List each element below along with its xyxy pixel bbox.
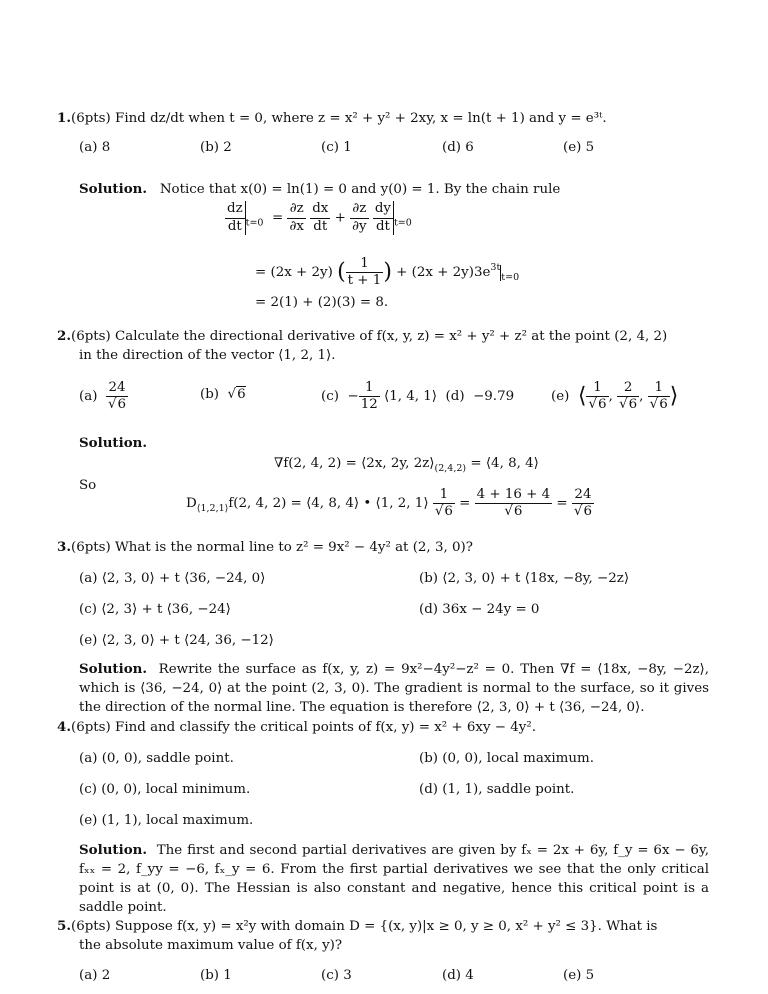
- q3-choice-e: (e) ⟨2, 3, 0⟩ + t ⟨24, 36, −12⟩: [79, 633, 274, 648]
- q5-choice-e: (e) 5: [563, 968, 595, 983]
- q3-solution: [79, 660, 709, 717]
- q1-solution-label: Solution.: [79, 181, 148, 197]
- q1-choice-e: (e) 5: [563, 140, 595, 155]
- q2-solution-label: Solution.: [79, 435, 148, 451]
- q2-points: (6pts): [70, 329, 111, 344]
- q1-choice-a: (a) 8: [79, 140, 111, 155]
- q1-points: (6pts): [70, 111, 111, 126]
- q1-number: 1.: [57, 110, 71, 126]
- q4-solution-text: The first and second partial derivatives are given by fₓ = 2x + 6y, f_y = 6x − 6y, fₓₓ = 2, f_yy = −6, fₓ_y = 6. From the first partial derivatives we see that the only critical point is at (0, 0). The Hessian is also constant and negative, hence this critical point is a saddle point.: [79, 843, 709, 915]
- q3-solution-text: Rewrite the surface as f(x, y, z) = 9x²−4y²−z² = 0. Then ∇f = ⟨18x, −8y, −2z⟩, which is ⟨36, −24, 0⟩ at the point (2, 3, 0). The gradient is normal to the surface, so it gives the direction of the normal line. The equation is therefore ⟨2, 3, 0⟩ + t ⟨36, −24, 0⟩.: [79, 662, 709, 715]
- q4-choice-b: (b) (0, 0), local maximum.: [419, 751, 594, 766]
- q1-solution-text: Notice that x(0) = ln(1) = 0 and y(0) = 1. By the chain rule: [159, 182, 561, 197]
- q1-eq-line3: = 2(1) + (2)(3) = 8.: [255, 295, 389, 310]
- q2-so: So: [79, 478, 97, 493]
- q2-choice-c: (c) − $\frac{1}{12}$ ⟨1, 4, 1⟩ (d) −9.79: [321, 380, 515, 413]
- q3-points: (6pts): [70, 540, 111, 555]
- q1-chain-rule-eq: $\frac{dz}{dt}$ $_{t=0}$ = $\frac{\partial z}{\partial x}$ $\frac{dx}{dt}$ + $\frac{\partial z}{\partial y}$ $\frac{dy}{dt}$ $_{t=0}$: [227, 201, 412, 234]
- q5-prompt-line2: the absolute maximum value of f(x, y)?: [79, 938, 343, 953]
- q2-choice-b: (b) √6: [200, 387, 246, 402]
- q1-choice-c: (c) 1: [321, 140, 352, 155]
- q3-choice-c: (c) ⟨2, 3⟩ + t ⟨36, −24⟩: [79, 602, 231, 617]
- q5-prompt-line1: Suppose f(x, y) = x²y with domain D = {(x, y)|x ≥ 0, y ≥ 0, x² + y² ≤ 3}. What is: [115, 919, 658, 934]
- q4-choice-a: (a) (0, 0), saddle point.: [79, 751, 234, 766]
- q3-choice-a: (a) ⟨2, 3, 0⟩ + t ⟨36, −24, 0⟩: [79, 571, 266, 586]
- q5-choice-c: (c) 3: [321, 968, 352, 983]
- q4-prompt: Find and classify the critical points of f(x, y) = x² + 6xy − 4y².: [115, 720, 536, 735]
- q3-choice-b: (b) ⟨2, 3, 0⟩ + t ⟨18x, −8y, −2z⟩: [419, 571, 630, 586]
- q3-prompt: What is the normal line to z² = 9x² − 4y² at (2, 3, 0)?: [115, 540, 473, 555]
- q3-solution-label: Solution.: [79, 661, 148, 677]
- q3-choice-d: (d) 36x − 24y = 0: [419, 602, 540, 617]
- q5-choice-b: (b) 1: [200, 968, 232, 983]
- q2-prompt-line2: in the direction of the vector ⟨1, 2, 1⟩.: [79, 348, 336, 363]
- q2-choice-a: (a) $\frac{24}{√6}$: [79, 380, 127, 413]
- q1-stem: [57, 112, 607, 125]
- q1-choice-b: (b) 2: [200, 140, 232, 155]
- q5-stem: [57, 920, 657, 933]
- q3-stem: [57, 541, 473, 554]
- q2-prompt-line1: Calculate the directional derivative of f(x, y, z) = x² + y² + z² at the point (2, 4, 2): [115, 329, 668, 344]
- q2-choice-e: (e) ⟨ $\frac{1}{√6}$ , $\frac{2}{√6}$ , $\frac{1}{√6}$ ⟩: [551, 380, 679, 413]
- q4-solution-label: Solution.: [79, 842, 148, 858]
- q2-number: 2.: [57, 328, 71, 344]
- q1-eq-line2: = (2x + 2y) ( $\frac{1}{t + 1}$ ) + $(2x + 2y)3e^{3t}_{t=0}$: [255, 256, 520, 289]
- q4-choice-e: (e) (1, 1), local maximum.: [79, 813, 254, 828]
- q1-prompt: Find dz/dt when t = 0, where z = x² + y² + 2xy, x = ln(t + 1) and y = e³ᵗ.: [115, 111, 607, 126]
- q2-directional-eq: $D_{⟨1,2,1⟩}f(2$, 4, 2) = ⟨4, 8, 4⟩ • ⟨1, 2, 1⟩ $\frac{1}{√6}$ = $\frac{4 + 16 + 4}{√6}$ = $\frac{24}{√6}$: [186, 487, 592, 520]
- q5-points: (6pts): [70, 919, 111, 934]
- q4-number: 4.: [57, 719, 71, 735]
- q5-choice-d: (d) 4: [442, 968, 474, 983]
- q1-choice-d: (d) 6: [442, 140, 474, 155]
- q2-gradient-eq: ∇f(2, 4, 2) = ⟨2x, 2y, $2z⟩_{(2,4,2)}$ = ⟨4, 8, 4⟩: [274, 456, 539, 474]
- q4-points: (6pts): [70, 720, 111, 735]
- q4-choice-c: (c) (0, 0), local minimum.: [79, 782, 251, 797]
- q1-solution-intro: [79, 183, 560, 196]
- q5-number: 5.: [57, 918, 71, 934]
- q2-stem: [57, 330, 667, 343]
- q3-number: 3.: [57, 539, 71, 555]
- q4-solution: [79, 841, 709, 917]
- q4-choice-d: (d) (1, 1), saddle point.: [419, 782, 575, 797]
- q4-stem: [57, 721, 536, 734]
- q5-choice-a: (a) 2: [79, 968, 111, 983]
